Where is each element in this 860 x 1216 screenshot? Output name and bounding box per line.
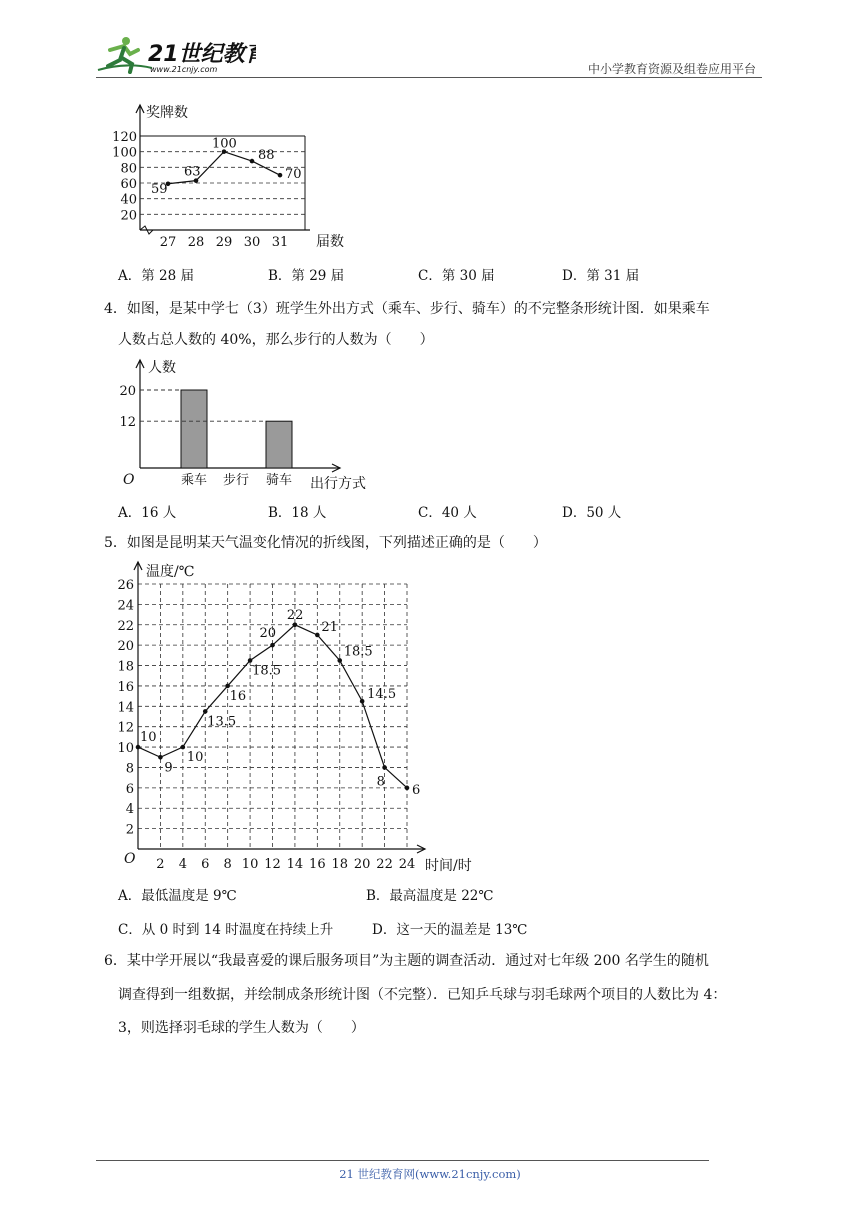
x-tick-label: 步行 bbox=[222, 473, 250, 488]
q6-stem-line3: 3，则选择羽毛球的学生人数为（ ） bbox=[118, 1020, 365, 1036]
q6-stem-line1: 6．某中学开展以“我最喜爱的课后服务项目”为主题的调查活动．通过对七年级 200 名学生的随机 bbox=[104, 953, 709, 969]
y-tick-label: 12 bbox=[119, 415, 136, 431]
y-tick-label: 20 bbox=[117, 639, 134, 655]
x-tick-label: 4 bbox=[178, 857, 187, 872]
logo-url-text: www.21cnjy.com bbox=[150, 65, 218, 74]
data-label: 13.5 bbox=[207, 714, 237, 730]
origin-label: O bbox=[123, 472, 135, 488]
data-point bbox=[136, 745, 141, 750]
data-label: 10 bbox=[140, 730, 157, 746]
x-axis-title: 出行方式 bbox=[310, 476, 366, 492]
data-label: 21 bbox=[321, 619, 338, 635]
bar bbox=[181, 390, 207, 468]
x-tick-label: 骑车 bbox=[265, 473, 293, 488]
data-label: 59 bbox=[151, 181, 168, 197]
data-label: 18.5 bbox=[252, 663, 282, 679]
travel-bar-chart bbox=[110, 352, 380, 494]
q4-option-b[interactable]: B．18 人 bbox=[268, 505, 327, 521]
x-tick-label: 29 bbox=[215, 235, 233, 250]
data-point bbox=[203, 709, 208, 714]
y-axis-title: 温度/℃ bbox=[146, 564, 195, 580]
data-label: 9 bbox=[164, 760, 173, 776]
data-point bbox=[293, 622, 298, 627]
y-tick-label: 12 bbox=[117, 720, 134, 736]
y-tick-label: 60 bbox=[120, 177, 137, 192]
q6-stem-line2: 调查得到一组数据，并绘制成条形统计图（不完整）．已知乒乓球与羽毛球两个项目的人数比为 4： bbox=[118, 987, 727, 1003]
data-point bbox=[382, 765, 387, 770]
y-tick-label: 4 bbox=[125, 802, 134, 818]
medal-line-chart bbox=[110, 100, 370, 252]
x-tick-label: 6 bbox=[201, 857, 210, 872]
data-label: 63 bbox=[184, 164, 201, 180]
data-point bbox=[405, 786, 410, 791]
y-tick-label: 6 bbox=[125, 781, 134, 797]
y-tick-label: 26 bbox=[117, 578, 134, 593]
data-label: 20 bbox=[259, 626, 277, 642]
site-logo[interactable] bbox=[96, 34, 256, 76]
x-tick-label: 乘车 bbox=[180, 473, 208, 488]
x-tick-label: 22 bbox=[376, 857, 393, 872]
q3-option-d[interactable]: D．第 31 届 bbox=[562, 268, 640, 284]
data-point bbox=[250, 159, 255, 164]
q3-option-a[interactable]: A．第 28 届 bbox=[118, 268, 195, 284]
q4-stem-line2: 人数占总人数的 40%，那么步行的人数为（ ） bbox=[118, 332, 434, 348]
data-label: 14.5 bbox=[367, 687, 397, 703]
y-tick-label: 80 bbox=[120, 161, 137, 177]
y-tick-label: 8 bbox=[125, 761, 134, 777]
header-divider bbox=[96, 77, 762, 78]
q4-option-c[interactable]: C．40 人 bbox=[418, 505, 477, 521]
x-tick-label: 10 bbox=[241, 857, 259, 872]
q4-stem-line1: 4．如图，是某中学七（3）班学生外出方式（乘车、步行、骑车）的不完整条形统计图．如果乘车 bbox=[104, 301, 710, 317]
x-axis-title: 时间/时 bbox=[425, 858, 472, 874]
data-label: 100 bbox=[212, 136, 237, 152]
q5-option-a[interactable]: A．最低温度是 9℃ bbox=[118, 888, 237, 904]
y-tick-label: 40 bbox=[120, 192, 137, 208]
x-tick-label: 30 bbox=[243, 235, 261, 250]
x-tick-label: 16 bbox=[309, 857, 326, 872]
logo-main-text: 21世纪教育 bbox=[148, 42, 256, 67]
q5-option-b[interactable]: B．最高温度是 22℃ bbox=[366, 888, 494, 904]
data-point bbox=[360, 699, 365, 704]
data-point bbox=[315, 633, 320, 638]
q5-stem: 5．如图是昆明某天气温变化情况的折线图，下列描述正确的是（ ） bbox=[104, 535, 547, 551]
data-point bbox=[248, 658, 253, 663]
x-tick-label: 18 bbox=[331, 857, 349, 872]
data-label: 16 bbox=[229, 688, 247, 704]
y-axis-title: 人数 bbox=[148, 360, 176, 376]
data-label: 88 bbox=[258, 148, 275, 164]
q4-option-a[interactable]: A．16 人 bbox=[118, 505, 177, 521]
q4-option-d[interactable]: D．50 人 bbox=[562, 505, 622, 521]
origin-label: O bbox=[124, 851, 136, 867]
x-tick-label: 27 bbox=[159, 235, 177, 250]
x-tick-label: 12 bbox=[264, 857, 281, 872]
y-tick-label: 20 bbox=[120, 208, 137, 224]
q5-option-d[interactable]: D．这一天的温差是 13℃ bbox=[372, 922, 528, 938]
data-point bbox=[225, 684, 230, 689]
q3-option-c[interactable]: C．第 30 届 bbox=[418, 268, 495, 284]
footer-site-text[interactable]: 21 世纪教育网(www.21cnjy.com) bbox=[339, 1167, 521, 1181]
x-tick-label: 24 bbox=[398, 857, 416, 872]
x-tick-label: 20 bbox=[353, 857, 371, 872]
data-point bbox=[270, 643, 275, 648]
x-tick-label: 31 bbox=[271, 235, 289, 250]
footer-divider bbox=[96, 1160, 709, 1161]
bar bbox=[266, 421, 292, 468]
q5-option-c[interactable]: C．从 0 时到 14 时温度在持续上升 bbox=[118, 922, 334, 938]
x-tick-label: 14 bbox=[286, 857, 304, 872]
y-tick-label: 14 bbox=[117, 700, 134, 716]
data-label: 22 bbox=[286, 607, 304, 623]
x-tick-label: 2 bbox=[156, 857, 165, 872]
x-axis-title: 届数 bbox=[316, 234, 344, 250]
y-tick-label: 22 bbox=[117, 618, 134, 634]
x-tick-label: 28 bbox=[187, 235, 205, 250]
y-tick-label: 120 bbox=[112, 130, 137, 145]
y-tick-label: 10 bbox=[117, 741, 134, 757]
data-label: 8 bbox=[376, 774, 385, 790]
data-point bbox=[337, 658, 342, 663]
data-label: 10 bbox=[186, 750, 204, 766]
x-tick-label: 8 bbox=[223, 857, 232, 872]
runner-logo-icon bbox=[98, 37, 152, 72]
data-point bbox=[181, 745, 186, 750]
y-axis-title: 奖牌数 bbox=[146, 105, 188, 121]
data-point bbox=[158, 755, 163, 760]
temperature-line-chart bbox=[110, 556, 490, 878]
header-platform-text: 中小学教育资源及组卷应用平台 bbox=[587, 62, 756, 76]
y-tick-label: 16 bbox=[117, 679, 134, 695]
y-tick-label: 100 bbox=[112, 145, 137, 161]
y-tick-label: 24 bbox=[117, 598, 134, 614]
data-label: 6 bbox=[412, 782, 421, 798]
data-label: 18.5 bbox=[343, 644, 373, 660]
y-tick-label: 18 bbox=[117, 659, 134, 675]
q3-option-b[interactable]: B．第 29 届 bbox=[268, 268, 345, 284]
data-label: 70 bbox=[285, 167, 302, 183]
data-point bbox=[278, 173, 283, 178]
y-tick-label: 20 bbox=[119, 384, 136, 399]
y-tick-label: 2 bbox=[125, 822, 134, 838]
